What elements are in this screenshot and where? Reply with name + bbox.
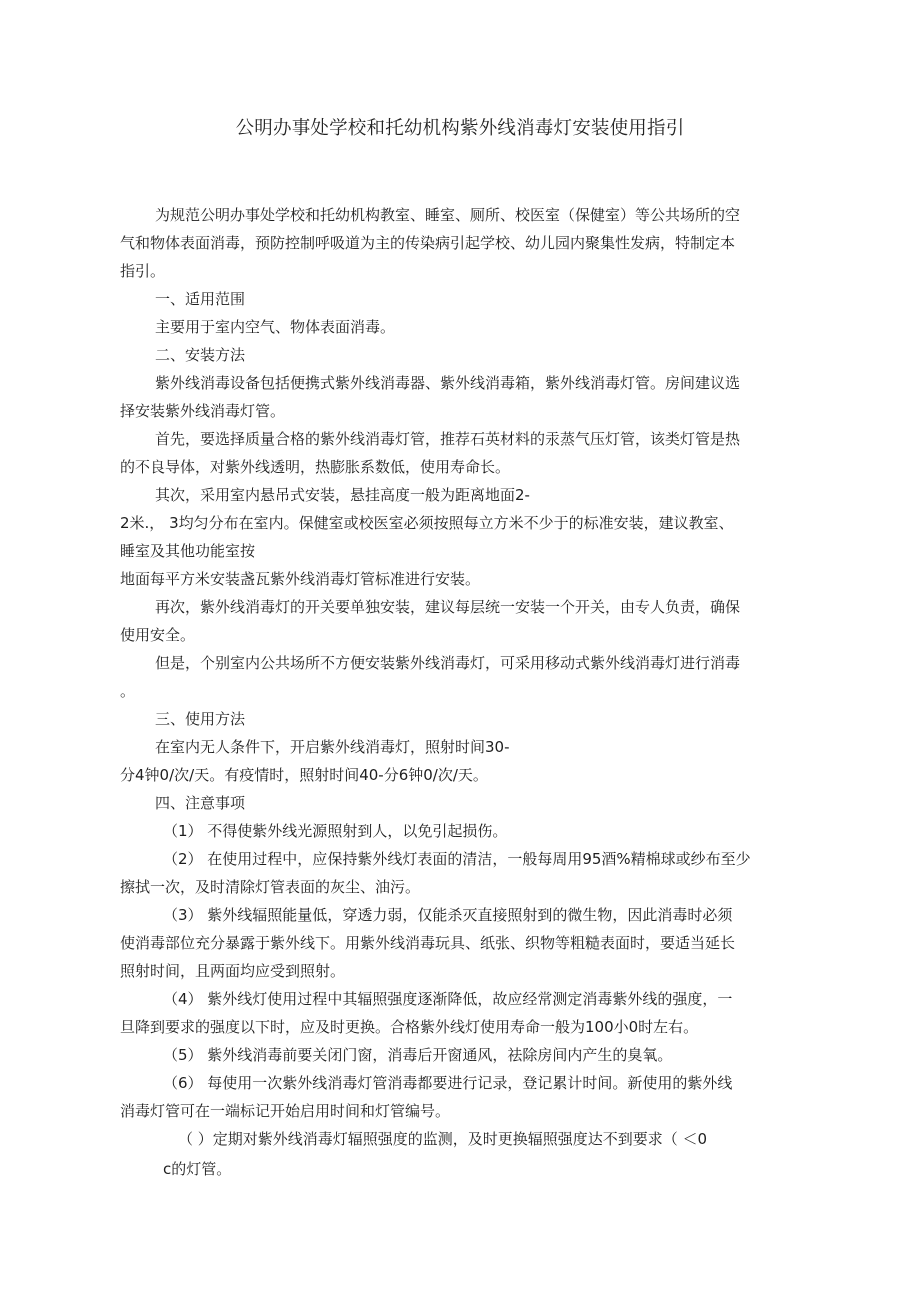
paragraph-line: 首先，要选择质量合格的紫外线消毒灯管，推荐石英材料的汞蒸气压灯管，该类灯管是热 <box>155 430 741 448</box>
list-item: （4） 紫外线灯使用过程中其辐照强度逐渐降低，故应经常测定消毒紫外线的强度，一 <box>163 990 733 1008</box>
section-heading: 一、适用范围 <box>155 290 246 308</box>
list-item: （2） 在使用过程中，应保持紫外线灯表面的清洁，一般每周用95酒%精棉球或纱布至少 <box>163 850 751 868</box>
section-heading: 四、注意事项 <box>155 794 246 812</box>
list-item: （3） 紫外线辐照能量低，穿透力弱，仅能杀灭直接照射到的微生物，因此消毒时必须 <box>163 906 733 924</box>
page-title: 公明办事处学校和托幼机构紫外线消毒灯安装使用指引 <box>235 118 685 139</box>
paragraph-line: 指引。 <box>120 262 166 280</box>
paragraph-line: 的不良导体，对紫外线透明，热膨胀系数低，使用寿命长。 <box>120 458 511 476</box>
paragraph-line: 再次，紫外线消毒灯的开关要单独安装，建议每层统一安装一个开关，由专人负责，确保 <box>155 598 741 616</box>
paragraph-line: 但是，个别室内公共场所不方便安装紫外线消毒灯，可采用移动式紫外线消毒灯进行消毒 <box>155 654 741 672</box>
paragraph-line: 。 <box>120 682 136 700</box>
paragraph-line: 睡室及其他功能室按 <box>120 542 256 560</box>
paragraph-line: 擦拭一次，及时清除灯管表面的灰尘、油污。 <box>120 878 421 896</box>
paragraph-line: 使消毒部位充分暴露于紫外线下。用紫外线消毒玩具、纸张、织物等粗糙表面时，要适当延长 <box>120 934 736 952</box>
paragraph-line: 使用安全。 <box>120 626 196 644</box>
paragraph-line: 其次，采用室内悬吊式安装，悬挂高度一般为距离地面2- <box>155 486 530 504</box>
list-item: （1） 不得使紫外线光源照射到人，以免引起损伤。 <box>163 822 508 840</box>
paragraph-line: 在室内无人条件下，开启紫外线消毒灯，照射时间30- <box>155 738 510 756</box>
paragraph-line: 地面每平方米安装盏瓦紫外线消毒灯管标准进行安装。 <box>120 570 481 588</box>
paragraph-line: 旦降到要求的强度以下时，应及时更换。合格紫外线灯使用寿命一般为100小0时左右。 <box>120 1018 699 1036</box>
list-item: （ ）定期对紫外线消毒灯辐照强度的监测，及时更换辐照强度达不到要求（ ＜0 <box>178 1130 708 1148</box>
section-heading: 二、安装方法 <box>155 346 246 364</box>
section-heading: 三、使用方法 <box>155 710 246 728</box>
paragraph-line: 气和物体表面消毒，预防控制呼吸道为主的传染病引起学校、幼儿园内聚集性发病，特制定本 <box>120 234 736 252</box>
list-item: （6） 每使用一次紫外线消毒灯管消毒都要进行记录，登记累计时间。新使用的紫外线 <box>163 1074 733 1092</box>
paragraph-line: 2米.， 3均匀分布在室内。保健室或校医室必须按照每立方米不少于的标准安装，建议教室、 <box>120 514 734 532</box>
paragraph-line: 消毒灯管可在一端标记开始启用时间和灯管编号。 <box>120 1102 451 1120</box>
paragraph-line: 照射时间，且两面均应受到照射。 <box>120 962 346 980</box>
paragraph-line: 主要用于室内空气、物体表面消毒。 <box>155 318 396 336</box>
paragraph-line: 分4钟0/次/天。有疫情时，照射时间40-分6钟0/次/天。 <box>120 766 488 784</box>
paragraph-line: c的灯管。 <box>163 1160 232 1178</box>
paragraph-line: 紫外线消毒设备包括便携式紫外线消毒器、紫外线消毒箱，紫外线消毒灯管。房间建议选 <box>155 374 741 392</box>
list-item: （5） 紫外线消毒前要关闭门窗，消毒后开窗通风，祛除房间内产生的臭氧。 <box>163 1046 673 1064</box>
paragraph-line: 为规范公明办事处学校和托幼机构教室、睡室、厕所、校医室（保健室）等公共场所的空 <box>155 206 741 224</box>
paragraph-line: 择安装紫外线消毒灯管。 <box>120 402 286 420</box>
